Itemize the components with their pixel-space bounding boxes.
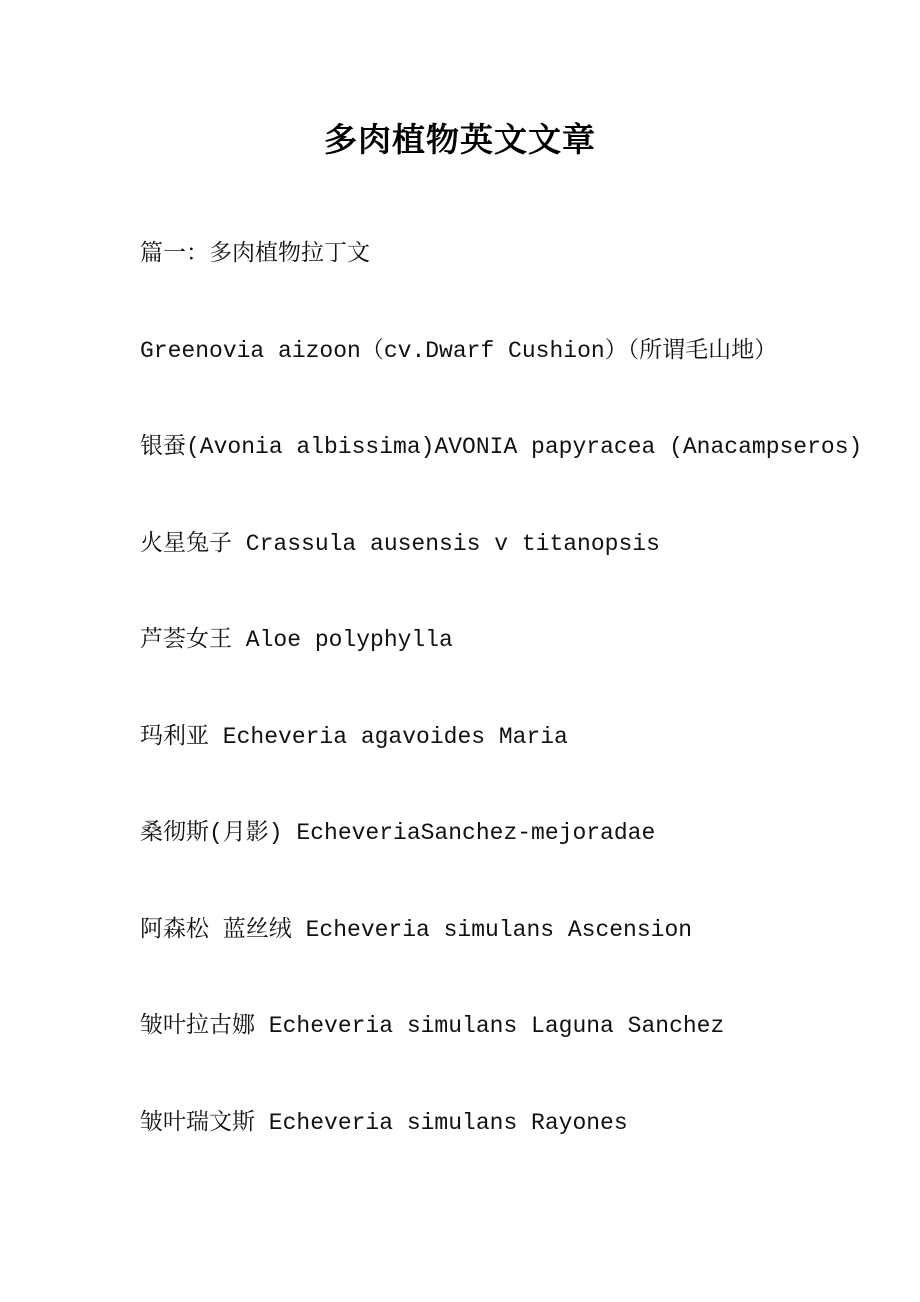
entry-line: 火星兔子 Crassula ausensis v titanopsis: [140, 531, 660, 557]
entry-line: 银蚕(Avonia albissima)AVONIA papyracea (Anacampseros): [140, 434, 863, 460]
entry-line: 玛利亚 Echeveria agavoides Maria: [140, 724, 568, 750]
entry-line: Greenovia aizoon（cv.Dwarf Cushion）（所谓毛山地）: [140, 338, 778, 364]
entry-line: 芦荟女王 Aloe polyphylla: [140, 627, 453, 653]
entry-line: 皱叶拉古娜 Echeveria simulans Laguna Sanchez: [140, 1013, 725, 1039]
section-heading: 篇一：多肉植物拉丁文: [140, 241, 370, 267]
entry-line: 桑彻斯(月影) EcheveriaSanchez-mejoradae: [140, 820, 656, 846]
entry-line: 阿森松 蓝丝绒 Echeveria simulans Ascension: [140, 917, 693, 943]
entry-line: 皱叶瑞文斯 Echeveria simulans Rayones: [140, 1110, 628, 1136]
page-title: 多肉植物英文文章: [324, 120, 596, 159]
